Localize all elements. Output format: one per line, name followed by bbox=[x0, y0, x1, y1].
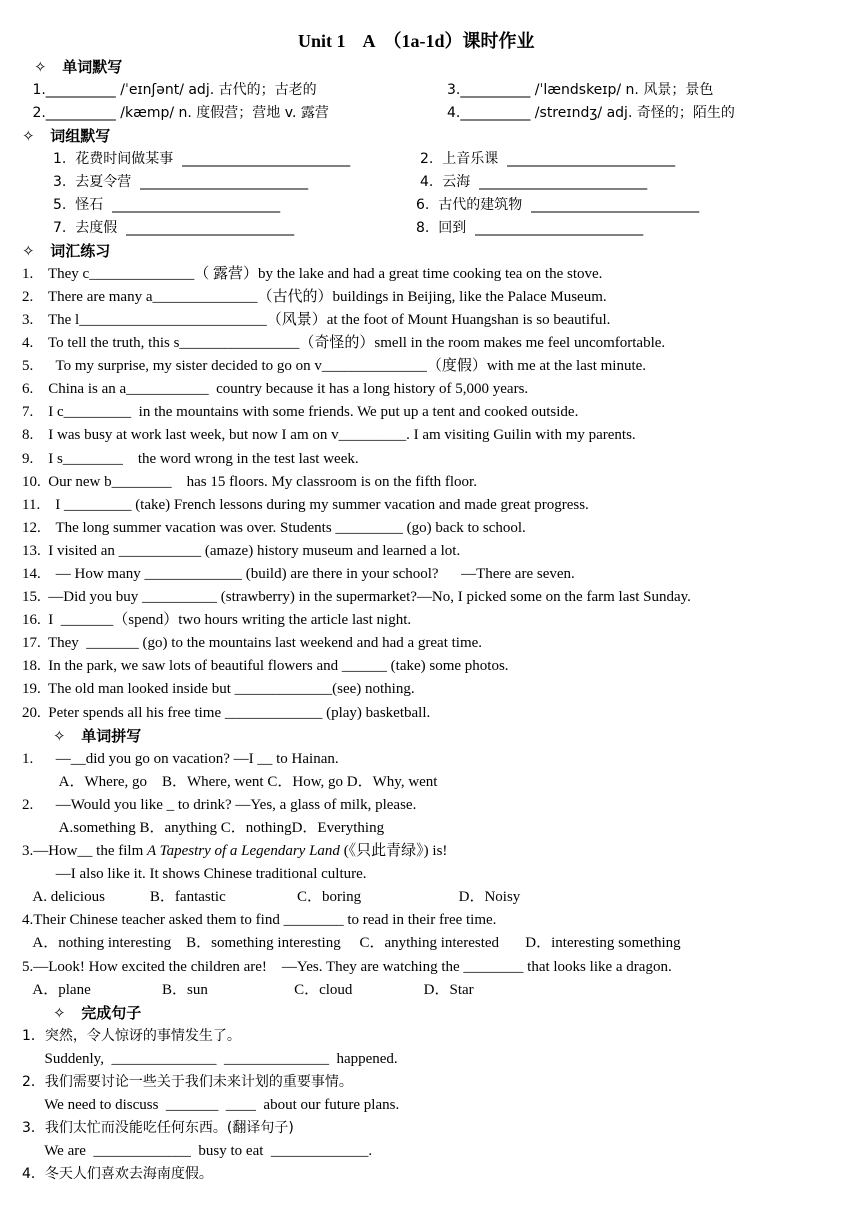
sentence-blank: We are _____________ busy to eat _____________. bbox=[22, 1143, 373, 1159]
mc-question: 2. —Would you like _ to drink? —Yes, a glass of milk, please. bbox=[22, 797, 417, 813]
sentence-blank: Suddenly, ______________ ______________ happened. bbox=[22, 1051, 398, 1067]
vocab-item: 14. — How many _____________ (build) are there in your school? —There are seven. bbox=[22, 566, 575, 582]
mc-options: A．plane B．sun C．cloud D．Star bbox=[22, 982, 474, 998]
vocab-item: 7. I c_________ in the mountains with some friends. We put up a tent and cooked outside. bbox=[22, 404, 579, 420]
mc-options: A. delicious B．fantastic C．boring D．Noisy bbox=[22, 889, 521, 905]
mc-question: 5.—Look! How excited the children are! —Yes. They are watching the ________ that looks like a dragon. bbox=[22, 959, 672, 975]
phrase-item: 7. 去度假 ________________________ bbox=[53, 220, 295, 236]
vocab-item: 5. To my surprise, my sister decided to go on v______________（度假）with me at the last minute. bbox=[22, 358, 647, 374]
mc-question-tail: (《只此青绿》) is! bbox=[339, 843, 448, 859]
mc-question-response: —I also like it. It shows Chinese traditional culture. bbox=[22, 866, 367, 882]
phrase-item: 4. 云海 ________________________ bbox=[420, 174, 648, 190]
vocab-item: 11. I _________ (take) French lessons during my summer vacation and made great progress. bbox=[22, 497, 589, 513]
sentence-blank: We need to discuss _______ ____ about our future plans. bbox=[22, 1097, 400, 1113]
phrase-item: 3. 去夏令营 ________________________ bbox=[53, 174, 309, 190]
sentence-prompt: 1．突然，令人惊讶的事情发生了。 bbox=[22, 1028, 241, 1044]
section-heading-complete-sentences: ✧ 完成句子 bbox=[53, 1004, 142, 1022]
phrase-item: 6. 古代的建筑物 ________________________ bbox=[416, 197, 700, 213]
mc-options: A．Where, go B．Where, went C．How, go D．Why, went bbox=[22, 774, 438, 790]
vocab-item: 20. Peter spends all his free time _____________ (play) basketball. bbox=[22, 705, 431, 721]
word-item-3: 3.__________ /ˈlændskeɪp/ n. 风景；景色 bbox=[447, 82, 714, 98]
phrase-item: 2. 上音乐课 ________________________ bbox=[420, 151, 676, 167]
vocab-item: 10. Our new b________ has 15 floors. My classroom is on the fifth floor. bbox=[22, 474, 477, 490]
film-title: A Tapestry of a Legendary Land bbox=[147, 843, 340, 859]
vocab-item: 18. In the park, we saw lots of beautiful flowers and ______ (take) some photos. bbox=[22, 658, 509, 674]
vocab-item: 17. They _______ (go) to the mountains last weekend and had a great time. bbox=[22, 635, 483, 651]
mc-question-stem: 3.—How__ the film bbox=[22, 843, 147, 859]
word-item-2: 2.__________ /kæmp/ n. 度假营；营地 v. 露营 bbox=[28, 105, 329, 121]
vocab-item: 16. I _______（spend）two hours writing the article last night. bbox=[22, 612, 412, 628]
sentence-prompt: 2．我们需要讨论一些关于我们未来计划的重要事情。 bbox=[22, 1074, 353, 1090]
mc-options: A．nothing interesting B．something interesting C．anything interested D．interesting something bbox=[22, 935, 681, 951]
section-heading-vocabulary-practice: ✧ 词汇练习 bbox=[22, 242, 111, 260]
vocab-item: 6. China is an a___________ country because it has a long history of 5,000 years. bbox=[22, 381, 529, 397]
phrase-item: 8. 回到 ________________________ bbox=[416, 220, 644, 236]
sentence-prompt: 3．我们太忙而没能吃任何东西。(翻译句子) bbox=[22, 1120, 294, 1136]
sentence-prompt: 4．冬天人们喜欢去海南度假。 bbox=[22, 1166, 213, 1182]
page-title: Unit 1 A （1a-1d）课时作业 bbox=[298, 31, 535, 51]
word-item-4: 4.__________ /streɪndʒ/ adj. 奇怪的；陌生的 bbox=[447, 105, 735, 121]
section-heading-word-dictation: ✧ 单词默写 bbox=[34, 58, 123, 76]
mc-question bbox=[22, 841, 447, 861]
vocab-item: 13. I visited an ___________ (amaze) history museum and learned a lot. bbox=[22, 543, 461, 559]
mc-question: 1. —__did you go on vacation? —I __ to Hainan. bbox=[22, 751, 339, 767]
section-heading-multiple-choice: ✧ 单词拼写 bbox=[53, 727, 142, 745]
vocab-item: 8. I was busy at work last week, but now I am on v_________. I am visiting Guilin with my parents. bbox=[22, 427, 636, 443]
section-heading-phrase-dictation: ✧ 词组默写 bbox=[22, 127, 111, 145]
phrase-item: 1. 花费时间做某事 ________________________ bbox=[53, 151, 351, 167]
vocab-item: 19. The old man looked inside but _____________(see) nothing. bbox=[22, 681, 415, 697]
vocab-item: 9. I s________ the word wrong in the test last week. bbox=[22, 451, 359, 467]
vocab-item: 2. There are many a______________（古代的）buildings in Beijing, like the Palace Museum. bbox=[22, 289, 607, 305]
mc-options: A.something B．anything C．nothingD．Everything bbox=[22, 820, 385, 836]
vocab-item: 15. —Did you buy __________ (strawberry) in the supermarket?—No, I picked some on the farm last Sunday. bbox=[22, 589, 691, 605]
mc-question: 4.Their Chinese teacher asked them to find ________ to read in their free time. bbox=[22, 912, 497, 928]
vocab-item: 1. They c______________（ 露营）by the lake and had a great time cooking tea on the stove. bbox=[22, 266, 603, 282]
vocab-item: 3. The l_________________________（风景）at the foot of Mount Huangshan is so beautiful. bbox=[22, 312, 611, 328]
phrase-item: 5. 怪石 ________________________ bbox=[53, 197, 281, 213]
word-item-1: 1.__________ /ˈeɪnʃənt/ adj. 古代的；古老的 bbox=[28, 82, 317, 98]
vocab-item: 4. To tell the truth, this s________________（奇怪的）smell in the room makes me feel uncomfortable. bbox=[22, 335, 666, 351]
vocab-item: 12. The long summer vacation was over. Students _________ (go) back to school. bbox=[22, 520, 526, 536]
